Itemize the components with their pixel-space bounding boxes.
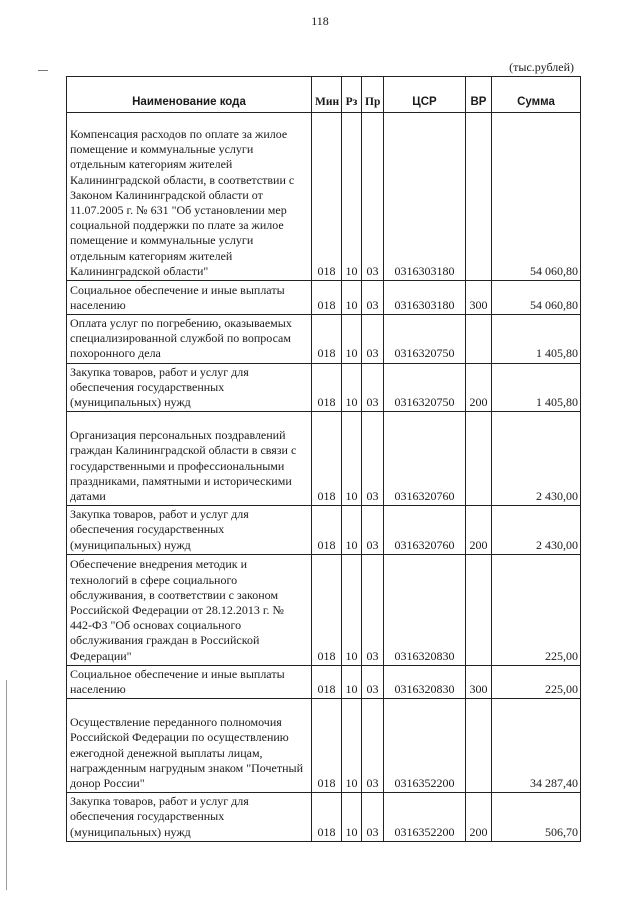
table-row — [67, 412, 581, 506]
row-vr — [466, 412, 492, 506]
row-vr: 200 — [466, 363, 492, 412]
row-name: Социальное обеспечение и иные выплаты населению — [67, 665, 312, 698]
header-min: Мин — [312, 77, 342, 113]
row-vr — [466, 699, 492, 793]
row-csr: 0316303180 — [384, 281, 466, 315]
row-csr: 0316320750 — [384, 363, 466, 412]
row-min: 018 — [312, 554, 342, 665]
row-name: Закупка товаров, работ и услуг для обеспечения государственных (муниципальных) нужд — [67, 793, 312, 842]
row-csr: 0316303180 — [384, 113, 466, 281]
row-csr: 0316320750 — [384, 315, 466, 364]
table-row — [67, 665, 581, 698]
row-name: Осуществление переданного полномочия Российской Федерации по осуществлению ежегодной денежной выплаты лицам, награжденным нагрудным знаком "Почетный донор России" — [67, 699, 312, 793]
units-label: (тыс.рублей) — [509, 60, 574, 74]
row-csr: 0316320760 — [384, 412, 466, 506]
row-csr: 0316352200 — [384, 793, 466, 842]
row-sum: 506,70 — [492, 793, 581, 842]
table-row — [67, 363, 581, 412]
row-name: Закупка товаров, работ и услуг для обеспечения государственных (муниципальных) нужд — [67, 363, 312, 412]
row-pr: 03 — [362, 665, 384, 698]
row-sum: 54 060,80 — [492, 281, 581, 315]
row-pr: 03 — [362, 281, 384, 315]
row-min: 018 — [312, 793, 342, 842]
header-rz: Рз — [342, 77, 362, 113]
row-name: Закупка товаров, работ и услуг для обеспечения государственных (муниципальных) нужд — [67, 506, 312, 555]
row-csr: 0316320760 — [384, 506, 466, 555]
row-min: 018 — [312, 506, 342, 555]
row-csr: 0316320830 — [384, 665, 466, 698]
row-min: 018 — [312, 699, 342, 793]
row-rz: 10 — [342, 506, 362, 555]
row-vr — [466, 113, 492, 281]
row-sum: 2 430,00 — [492, 412, 581, 506]
row-pr: 03 — [362, 793, 384, 842]
row-name: Компенсация расходов по оплате за жилое помещение и коммунальные услуги отдельным категориям жителей Калининградской области, в соответствии с Законом Калининградской области от 11.07.2005 г. № 631 "Об установлении мер социальной поддержки по плате за жилое помещение и коммунальные услуги отдельным категориям жителей Калининградской области" — [67, 113, 312, 281]
row-rz: 10 — [342, 315, 362, 364]
row-name: Оплата услуг по погребению, оказываемых специализированной службой по вопросам похоронного дела — [67, 315, 312, 364]
row-vr: 200 — [466, 506, 492, 555]
row-rz: 10 — [342, 412, 362, 506]
row-min: 018 — [312, 665, 342, 698]
table-row — [67, 554, 581, 665]
page-number: 118 — [311, 14, 329, 28]
row-vr — [466, 554, 492, 665]
header-pr: Пр — [362, 77, 384, 113]
row-name: Социальное обеспечение и иные выплаты населению — [67, 281, 312, 315]
header-vr: ВР — [466, 77, 492, 113]
row-rz: 10 — [342, 665, 362, 698]
row-pr: 03 — [362, 506, 384, 555]
row-sum: 1 405,80 — [492, 315, 581, 364]
header-csr: ЦСР — [384, 77, 466, 113]
row-name: Организация персональных поздравлений граждан Калининградской области в связи с государственными и профессиональными праздниками, памятными и историческими датами — [67, 412, 312, 506]
margin-mark — [38, 70, 48, 71]
row-min: 018 — [312, 363, 342, 412]
row-sum: 1 405,80 — [492, 363, 581, 412]
binding-edge-line — [6, 680, 7, 890]
row-vr: 200 — [466, 793, 492, 842]
row-sum: 225,00 — [492, 554, 581, 665]
row-rz: 10 — [342, 113, 362, 281]
row-sum: 225,00 — [492, 665, 581, 698]
row-vr — [466, 315, 492, 364]
row-pr: 03 — [362, 699, 384, 793]
table-header-row — [67, 77, 581, 113]
table-row — [67, 113, 581, 281]
row-rz: 10 — [342, 363, 362, 412]
row-name: Обеспечение внедрения методик и технологий в сфере социального обслуживания, в соответствии с законом Российской Федерации от 28.12.2013 г. № 442-ФЗ "Об основах социального обслуживания граждан в Российской Федерации" — [67, 554, 312, 665]
row-min: 018 — [312, 113, 342, 281]
budget-table — [66, 76, 581, 842]
row-min: 018 — [312, 412, 342, 506]
row-min: 018 — [312, 281, 342, 315]
row-rz: 10 — [342, 699, 362, 793]
table-row — [67, 793, 581, 842]
row-rz: 10 — [342, 281, 362, 315]
row-pr: 03 — [362, 554, 384, 665]
row-rz: 10 — [342, 793, 362, 842]
table-row — [67, 315, 581, 364]
row-csr: 0316320830 — [384, 554, 466, 665]
row-csr: 0316352200 — [384, 699, 466, 793]
header-name: Наименование кода — [67, 77, 312, 113]
table-row — [67, 281, 581, 315]
row-vr: 300 — [466, 665, 492, 698]
table-row — [67, 506, 581, 555]
row-pr: 03 — [362, 363, 384, 412]
table-row — [67, 699, 581, 793]
header-sum: Сумма — [492, 77, 581, 113]
row-pr: 03 — [362, 315, 384, 364]
row-pr: 03 — [362, 113, 384, 281]
row-sum: 2 430,00 — [492, 506, 581, 555]
row-vr: 300 — [466, 281, 492, 315]
row-sum: 34 287,40 — [492, 699, 581, 793]
row-min: 018 — [312, 315, 342, 364]
row-sum: 54 060,80 — [492, 113, 581, 281]
row-pr: 03 — [362, 412, 384, 506]
row-rz: 10 — [342, 554, 362, 665]
